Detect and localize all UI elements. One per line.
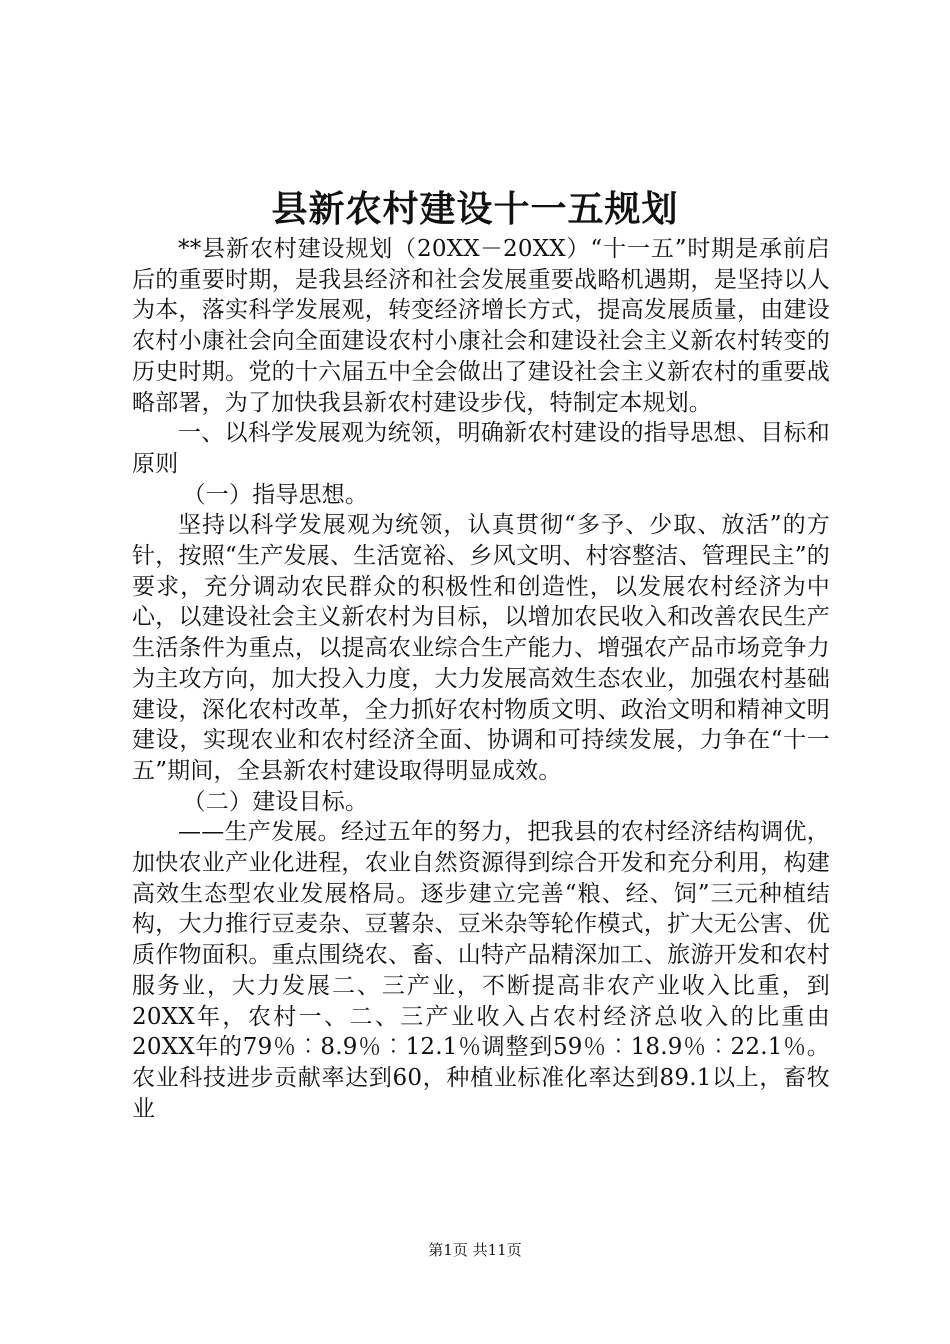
paragraph-production-development: ——生产发展。经过五年的努力，把我县的农村经济结构调优，加快农业产业化进程，农业自然资源得到综合开发和充分利用，构建高效生态型农业发展格局。逐步建立完善“粮、经、饲”三元种植结构，大力推行豆麦杂、豆薯杂、豆米杂等轮作模式，扩大无公害、优质作物面积。重点围绕农、畜、山特产品精深加工、旅游开发和农村服务业，大力发展二、三产业，不断提高非农产业收入比重，到20XX年，农村一、二、三产业收入占农村经济总收入的比重由20XX年的79％︰8.9％︰12.1％调整到59％︰18.9％︰22.1％。农业科技进步贡献率达到60，种植业标准化率达到89.1以上，畜牧业 [132, 819, 830, 1122]
paragraph-intro: **县新农村建设规划（20XX－20XX）“十一五”时期是承前启后的重要时期，是我县经济和社会发展重要战略机遇期，是坚持以人为本，落实科学发展观，转变经济增长方式，提高发展质量，由建设农村小康社会向全面建设农村小康社会和建设社会主义新农村转变的历史时期。党的十六届五中全会做出了建设社会主义新农村的重要战略部署，为了加快我县新农村建设步伐，特制定本规划。 [132, 236, 830, 416]
section-heading-1: 一、以科学发展观为统领，明确新农村建设的指导思想、目标和原则 [132, 420, 830, 477]
page-footer: 第1页 共11页 [428, 1241, 522, 1259]
paragraph-guiding-thought: 坚持以科学发展观为统领，认真贯彻“多予、少取、放活”的方针，按照“生产发展、生活宽裕、乡风文明、村容整洁、管理民主”的要求，充分调动农民群众的积极性和创造性，以发展农村经济为中心，以建设社会主义新农村为目标，以增加农民收入和改善农民生产生活条件为重点，以提高农业综合生产能力、增强农产品市场竞争力为主攻方向，加大投入力度，大力发展高效生态农业，加强农村基础建设，深化农村改革，全力抓好农村物质文明、政治文明和精神文明建设，实现农业和农村经济全面、协调和可持续发展，力争在“十一五”期间，全县新农村建设取得明显成效。 [132, 512, 830, 784]
subsection-heading-goals: （二）建设目标。 [182, 788, 369, 815]
subsection-heading-guiding: （一）指导思想。 [182, 481, 369, 508]
document-title: 县新农村建设十一五规划 [271, 188, 679, 230]
document-body [132, 234, 830, 1124]
